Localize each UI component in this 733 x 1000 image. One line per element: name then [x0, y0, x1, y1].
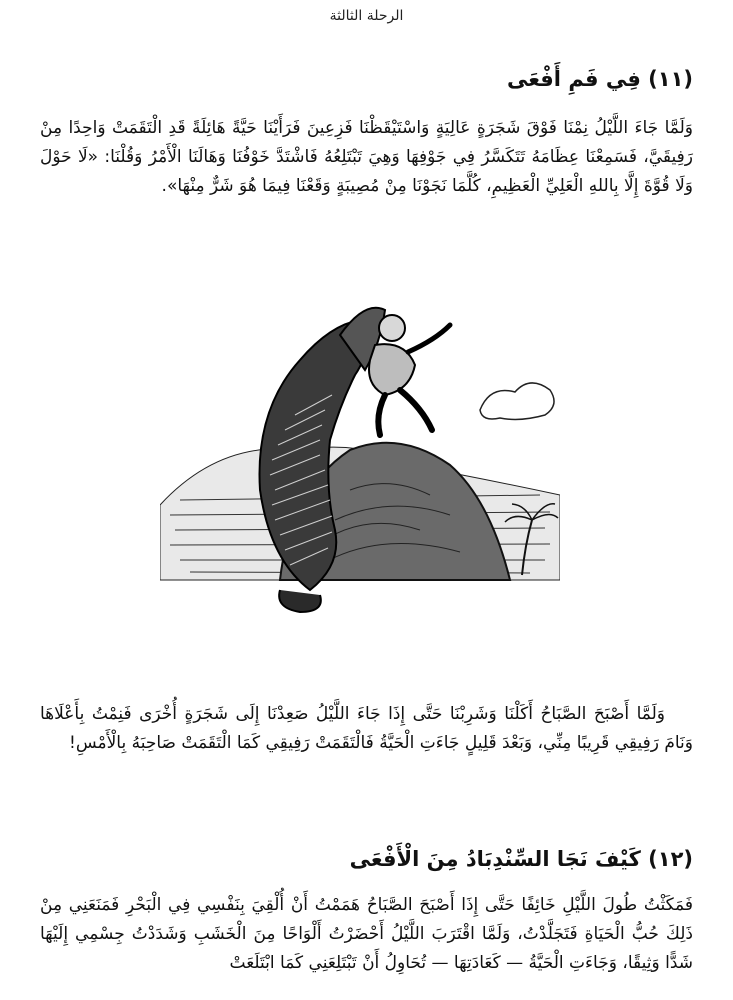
snake-swallowing-man-illustration	[160, 290, 560, 620]
running-header: الرحلة الثالثة	[329, 8, 404, 24]
section-12-title: (١٢) كَيْفَ نَجَا السِّنْدِبَادُ مِنَ الْأَفْعَى	[349, 847, 693, 871]
section-11-paragraph-2: وَلَمَّا أَصْبَحَ الصَّبَاحُ أَكَلْنَا وَشَرِبْنَا حَتَّى إِذَا جَاءَ اللَّيْلُ صَعِدْنَا إِلَى شَجَرَةٍ أُخْرَى فَنِمْتُ بِأَعْلَاهَا وَنَامَ رَفِيقِي قَرِيبًا مِنِّي، وَبَعْدَ قَلِيلٍ جَاءَتِ الْحَيَّةُ فَالْتَقَمَتْ رَفِيقِي كَمَا الْتَقَمَتْ صَاحِبَهُ بِالْأَمْسِ!	[40, 704, 693, 753]
section-12-paragraph-1: فَمَكَثْتُ طُولَ اللَّيْلِ خَائِفًا حَتَّى إِذَا أَصْبَحَ الصَّبَاحُ هَمَمْتُ أَنْ أُلْقِيَ بِنَفْسِي فِي الْبَحْرِ فَمَنَعَنِي مِنْ ذَلِكَ حُبُّ الْحَيَاةِ فَتَجَلَّدْتُ، وَلَمَّا اقْتَرَبَ اللَّيْلُ أَحْضَرْتُ أَلْوَاحًا مِنَ الْخَشَبِ وَشَدَدْتُ جِسْمِي إِلَيْهَا شَدًّا وَثِيقًا، وَجَاءَتِ الْحَيَّةُ — كَعَادَتِهَا — تُحَاوِلُ أَنْ تَبْتَلِعَنِي كَمَا ابْتَلَعَتْ	[40, 895, 693, 973]
section-11-paragraph-1: وَلَمَّا جَاءَ اللَّيْلُ نِمْنَا فَوْقَ شَجَرَةٍ عَالِيَةٍ وَاسْتَيْقَظْنَا فَزِعِينَ فَرَأَيْنَا حَيَّةً هَائِلَةً قَدِ الْتَقَمَتْ وَاحِدًا مِنْ رَفِيقَيَّ، فَسَمِعْنَا عِظَامَهُ تَتَكَسَّرُ فِي جَوْفِهَا وَهِيَ تَبْتَلِعُهُ فَاشْتَدَّ خَوْفُنَا وَهَالَنَا الْأَمْرُ وَقُلْنَا: «لَا حَوْلَ وَلَا قُوَّةَ إِلَّا بِاللهِ الْعَلِيِّ الْعَظِيمِ، كُلَّمَا نَجَوْنَا مِنْ مُصِيبَةٍ وَقَعْنَا فِيمَا هُوَ شَرٌّ مِنْهَا».	[40, 118, 693, 196]
section-11-title: (١١) فِي فَمِ أَفْعَى	[506, 67, 693, 91]
